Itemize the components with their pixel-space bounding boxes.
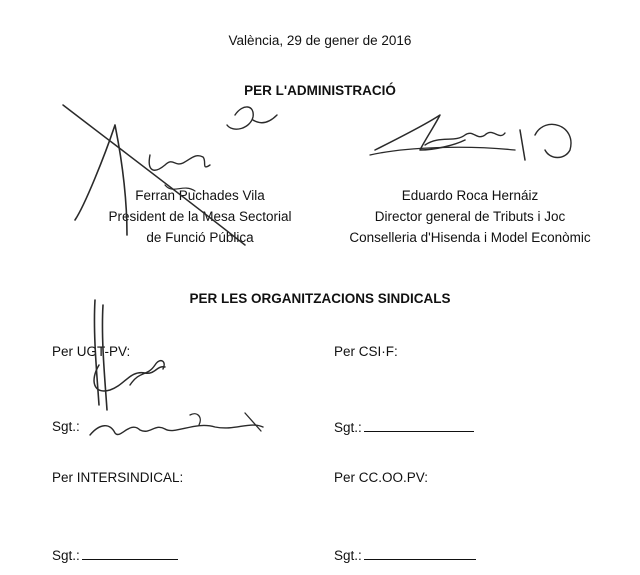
right-signatory-body: Conselleria d'Hisenda i Model Econòmic — [349, 230, 591, 245]
csif-sgt-label: Sgt.: — [334, 420, 362, 435]
date-line: València, 29 de gener de 2016 — [228, 33, 412, 48]
intersindical-label: Per INTERSINDICAL: — [52, 470, 184, 485]
intersindical-sgt-line — [82, 547, 178, 560]
ccoo-label: Per CC.OO.PV: — [334, 470, 429, 485]
ugt-sgt-label: Sgt.: — [52, 419, 80, 434]
intersindical-sgt — [52, 547, 178, 563]
left-signatory-title: President de la Mesa Sectorial — [108, 209, 292, 224]
intersindical-sgt-label: Sgt.: — [52, 548, 80, 563]
csif-sgt-line — [364, 419, 474, 432]
csif-label: Per CSI·F: — [334, 344, 398, 359]
left-signatory-body: de Funció Pública — [146, 230, 254, 245]
signature-ugt — [85, 295, 275, 445]
ccoo-sgt-label: Sgt.: — [334, 548, 362, 563]
ccoo-sgt-line — [364, 547, 476, 560]
ugt-label: Per UGT-PV: — [52, 344, 131, 359]
right-signatory — [340, 185, 600, 248]
right-signatory-name: Eduardo Roca Hernáiz — [401, 188, 539, 203]
ccoo-sgt — [334, 547, 476, 563]
left-signatory-name: Ferran Puchades Vila — [135, 188, 265, 203]
unions-heading: PER LES ORGANITZACIONS SINDICALS — [189, 291, 451, 306]
signature-roca — [365, 105, 585, 175]
administration-heading: PER L'ADMINISTRACIÓ — [244, 83, 396, 98]
signature-puchades — [55, 95, 285, 245]
csif-sgt — [334, 419, 474, 435]
right-signatory-title: Director general de Tributs i Joc — [374, 209, 566, 224]
